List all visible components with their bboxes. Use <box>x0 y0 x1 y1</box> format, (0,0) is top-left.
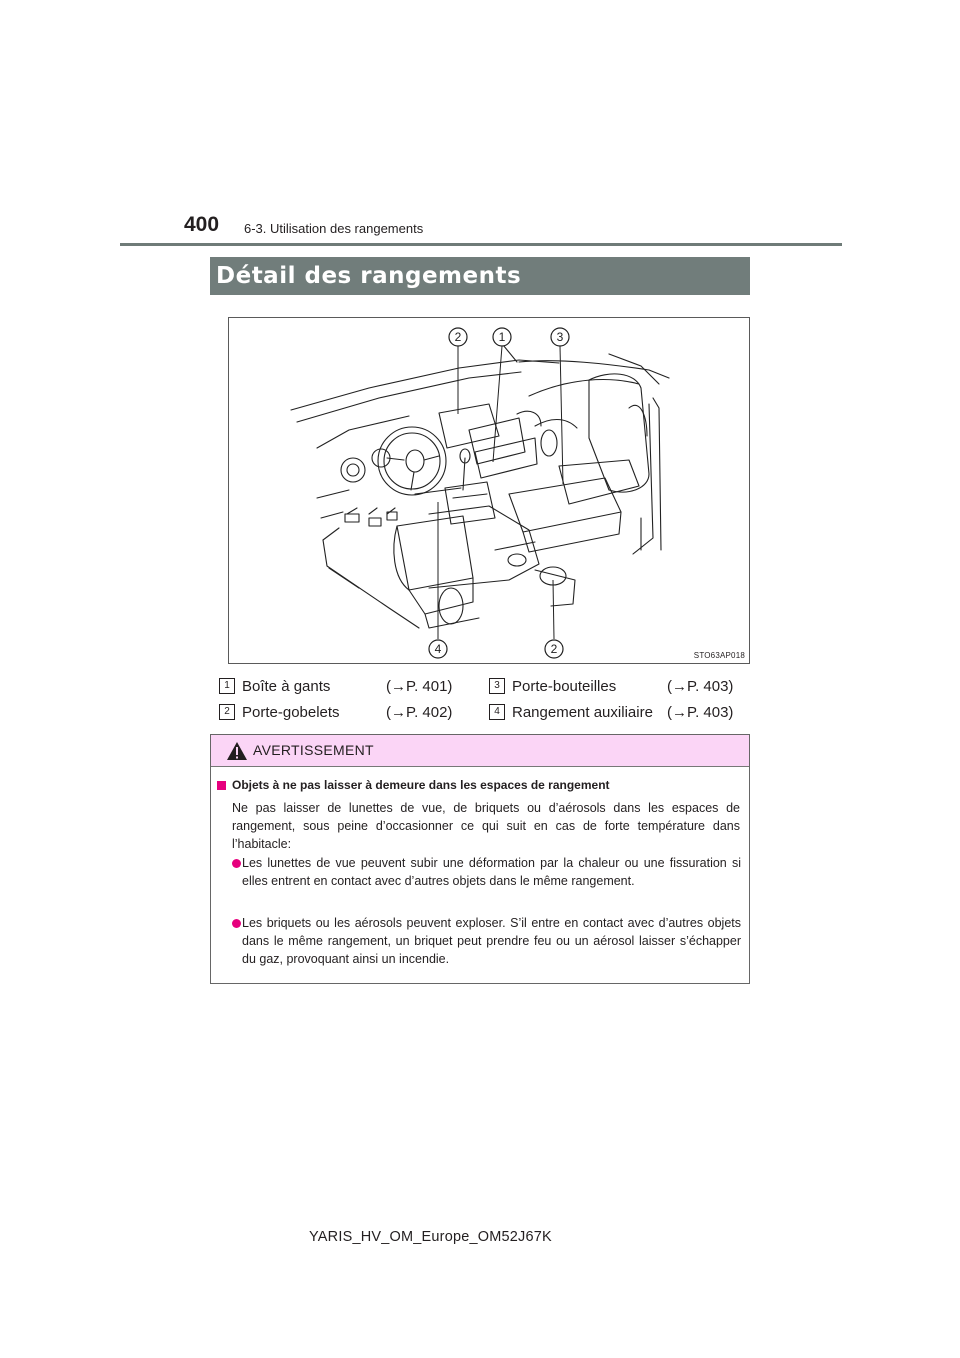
header-rule <box>120 243 842 246</box>
legend-number: 4 <box>489 704 505 720</box>
bullet-dot <box>232 859 241 868</box>
legend-ref: (→P. 401) <box>386 678 453 695</box>
page-title: Détail des rangements <box>210 257 750 295</box>
legend-label: Porte-gobelets <box>242 704 340 721</box>
callout-4: 4 <box>434 642 442 656</box>
legend-item-3 <box>489 677 749 697</box>
warning-triangle-icon <box>226 741 248 761</box>
warning-square-bullet <box>217 781 226 790</box>
callout-2-bottom: 2 <box>550 642 558 656</box>
warning-intro: Ne pas laisser de lunettes de vue, de briquets ou d’aérosols dans les espaces de rangement, sous peine d’occasionner ce qui suit en cas de forte température dans l’habitacle: <box>232 801 740 851</box>
legend-label: Porte-bouteilles <box>512 678 617 695</box>
warning-box <box>210 734 750 984</box>
warning-bullet-1: Les lunettes de vue peuvent subir une déformation par la chaleur ou une fissuration si elles entrent en contact avec d’autres objets dans le même rangement. <box>242 856 741 888</box>
callout-1: 1 <box>498 330 506 344</box>
legend-number: 2 <box>219 704 235 720</box>
legend-number: 3 <box>489 678 505 694</box>
car-interior-drawing <box>229 318 750 664</box>
legend-item-4 <box>489 703 749 723</box>
legend-ref: (→P. 403) <box>667 704 734 721</box>
footer-code: YARIS_HV_OM_Europe_OM52J67K <box>309 1229 552 1245</box>
warning-bullet-2: Les briquets ou les aérosols peuvent exploser. S’il entre en contact avec d’autres objets dans le même rangement, un briquet peut prendre feu ou un aérosol laisser s’échapper du gaz, provoquant ainsi un incendie. <box>242 916 741 966</box>
callout-3: 3 <box>556 330 564 344</box>
callout-2-top: 2 <box>454 330 462 344</box>
legend-ref: (→P. 403) <box>667 678 734 695</box>
legend-item-1 <box>219 677 489 697</box>
legend-label: Rangement auxiliaire <box>512 704 653 721</box>
bullet-dot <box>232 919 241 928</box>
figure-code: STO63AP018 <box>693 651 745 660</box>
warning-header <box>211 735 749 767</box>
legend-number: 1 <box>219 678 235 694</box>
interior-illustration <box>228 317 750 664</box>
section-label: 6-3. Utilisation des rangements <box>244 221 424 236</box>
warning-title: AVERTISSEMENT <box>253 742 374 758</box>
warning-heading: Objets à ne pas laisser à demeure dans les espaces de rangement <box>232 778 610 792</box>
page-number: 400 <box>184 213 220 236</box>
legend-ref: (→P. 402) <box>386 704 453 721</box>
legend-label: Boîte à gants <box>242 678 331 695</box>
legend-item-2 <box>219 703 489 723</box>
